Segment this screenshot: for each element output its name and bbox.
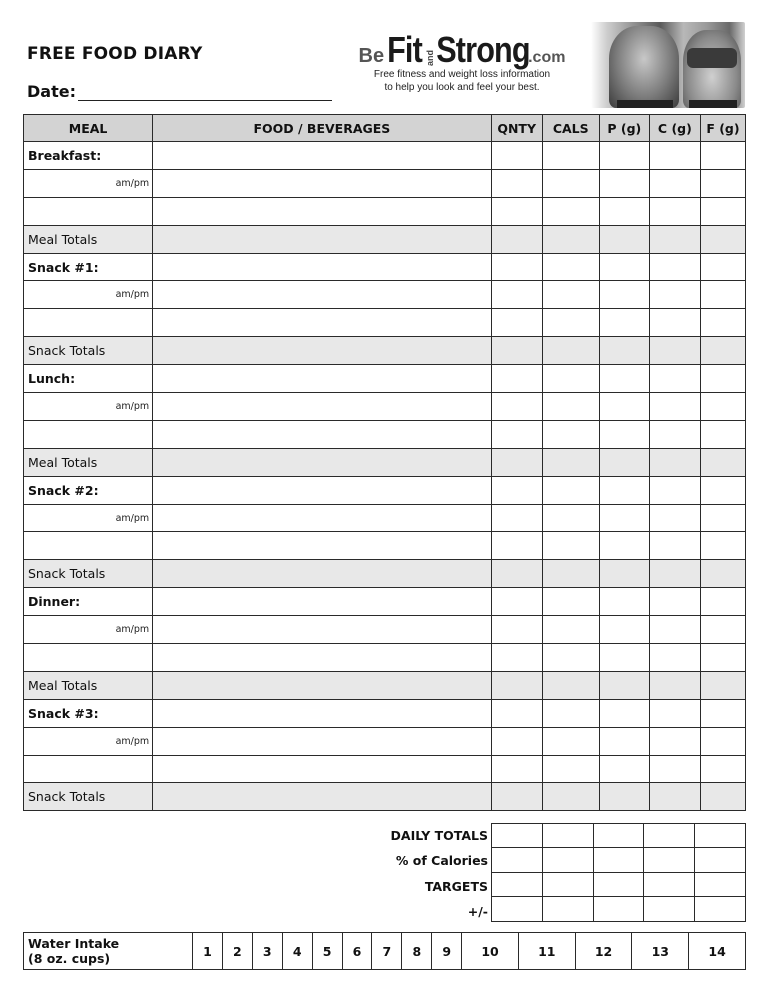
water-intake-table	[23, 932, 746, 970]
totals-protein-cell[interactable]	[599, 671, 649, 699]
entry-cals-cell[interactable]	[542, 616, 599, 644]
table-row	[24, 504, 746, 532]
date-row	[27, 82, 332, 101]
entry-cals-cell[interactable]	[542, 169, 599, 197]
water-cup-checkbox[interactable]: 12	[575, 933, 632, 970]
entry-cals-cell[interactable]	[542, 727, 599, 755]
entry-food-cell[interactable]	[153, 365, 491, 393]
entry-fat-cell[interactable]	[700, 699, 745, 727]
table-row	[24, 755, 746, 783]
totals-qnty-cell[interactable]	[491, 671, 542, 699]
col-header-cals: CALS	[542, 115, 599, 142]
summary-row	[492, 824, 746, 848]
totals-carbs-cell[interactable]	[649, 783, 700, 811]
totals-qnty-cell[interactable]	[491, 337, 542, 365]
entry-qnty-cell[interactable]	[491, 644, 542, 672]
meal-time-field[interactable]: am/pm	[24, 393, 153, 421]
water-cup-checkbox[interactable]: 1	[193, 933, 223, 970]
brand-tagline-1: Free fitness and weight loss information	[373, 69, 551, 80]
totals-food-cell[interactable]	[153, 337, 491, 365]
meal-blank-cell[interactable]	[24, 532, 153, 560]
water-cup-checkbox[interactable]: 7	[372, 933, 402, 970]
entry-qnty-cell[interactable]	[491, 197, 542, 225]
entry-carbs-cell[interactable]	[649, 755, 700, 783]
meal-name-label: Snack #3:	[24, 699, 153, 727]
summary-protein-cell[interactable]	[593, 848, 644, 872]
meal-blank-cell[interactable]	[24, 420, 153, 448]
entry-food-cell[interactable]	[153, 393, 491, 421]
totals-protein-cell[interactable]	[599, 560, 649, 588]
totals-cals-cell[interactable]	[542, 448, 599, 476]
totals-label: Meal Totals	[24, 448, 153, 476]
entry-food-cell[interactable]	[153, 644, 491, 672]
entry-food-cell[interactable]	[153, 253, 491, 281]
entry-carbs-cell[interactable]	[649, 699, 700, 727]
entry-food-cell[interactable]	[153, 476, 491, 504]
entry-fat-cell[interactable]	[700, 476, 745, 504]
entry-cals-cell[interactable]	[542, 365, 599, 393]
entry-food-cell[interactable]	[153, 142, 491, 170]
entry-cals-cell[interactable]	[542, 309, 599, 337]
water-cup-checkbox[interactable]: 13	[632, 933, 689, 970]
entry-fat-cell[interactable]	[700, 393, 745, 421]
table-row	[24, 727, 746, 755]
entry-carbs-cell[interactable]	[649, 142, 700, 170]
water-cup-checkbox[interactable]: 10	[462, 933, 519, 970]
entry-carbs-cell[interactable]	[649, 169, 700, 197]
plus-minus-label: +/-	[467, 903, 488, 919]
meal-time-field[interactable]: am/pm	[24, 281, 153, 309]
entry-food-cell[interactable]	[153, 755, 491, 783]
totals-label: Snack Totals	[24, 783, 153, 811]
table-row	[24, 281, 746, 309]
summary-row	[492, 872, 746, 896]
water-intake-row	[24, 933, 746, 970]
col-header-qnty: QNTY	[491, 115, 542, 142]
summary-cals-cell[interactable]	[542, 848, 593, 872]
entry-carbs-cell[interactable]	[649, 365, 700, 393]
brand-logo	[342, 29, 582, 70]
entry-protein-cell[interactable]	[599, 616, 649, 644]
entry-protein-cell[interactable]	[599, 309, 649, 337]
summary-protein-cell[interactable]	[593, 872, 644, 896]
water-intake-label	[24, 933, 193, 970]
entry-food-cell[interactable]	[153, 309, 491, 337]
totals-fat-cell[interactable]	[700, 783, 745, 811]
page-title: FREE FOOD DIARY	[27, 44, 203, 64]
entry-protein-cell[interactable]	[599, 142, 649, 170]
meal-time-field[interactable]: am/pm	[24, 616, 153, 644]
entry-carbs-cell[interactable]	[649, 393, 700, 421]
entry-cals-cell[interactable]	[542, 532, 599, 560]
totals-food-cell[interactable]	[153, 783, 491, 811]
brand-tagline-2: to help you look and feel your best.	[384, 82, 540, 93]
entry-food-cell[interactable]	[153, 699, 491, 727]
entry-carbs-cell[interactable]	[649, 616, 700, 644]
summary-carbs-cell[interactable]	[644, 848, 695, 872]
totals-food-cell[interactable]	[153, 448, 491, 476]
water-label-line1: Water Intake	[28, 936, 120, 951]
totals-carbs-cell[interactable]	[649, 337, 700, 365]
entry-carbs-cell[interactable]	[649, 644, 700, 672]
totals-protein-cell[interactable]	[599, 783, 649, 811]
water-cup-checkbox[interactable]: 9	[432, 933, 462, 970]
water-cup-checkbox[interactable]: 14	[689, 933, 746, 970]
entry-fat-cell[interactable]	[700, 309, 745, 337]
table-row	[24, 420, 746, 448]
entry-fat-cell[interactable]	[700, 420, 745, 448]
totals-row	[24, 560, 746, 588]
water-cup-checkbox[interactable]: 5	[312, 933, 342, 970]
entry-qnty-cell[interactable]	[491, 699, 542, 727]
totals-qnty-cell[interactable]	[491, 225, 542, 253]
entry-fat-cell[interactable]	[700, 588, 745, 616]
totals-label: Snack Totals	[24, 560, 153, 588]
meal-name-label: Snack #2:	[24, 476, 153, 504]
entry-qnty-cell[interactable]	[491, 253, 542, 281]
entry-protein-cell[interactable]	[599, 644, 649, 672]
totals-qnty-cell[interactable]	[491, 448, 542, 476]
entry-qnty-cell[interactable]	[491, 309, 542, 337]
logo-com: .com	[528, 49, 566, 66]
entry-carbs-cell[interactable]	[649, 309, 700, 337]
totals-fat-cell[interactable]	[700, 448, 745, 476]
food-log-table	[23, 114, 746, 811]
logo-and: and	[425, 49, 436, 66]
col-header-meal: MEAL	[24, 115, 153, 142]
entry-protein-cell[interactable]	[599, 365, 649, 393]
meal-blank-cell[interactable]	[24, 755, 153, 783]
water-cup-checkbox[interactable]: 4	[282, 933, 312, 970]
summary-cals-cell[interactable]	[542, 824, 593, 848]
entry-cals-cell[interactable]	[542, 142, 599, 170]
water-cup-checkbox[interactable]: 3	[252, 933, 282, 970]
entry-protein-cell[interactable]	[599, 755, 649, 783]
logo-fit: Fit	[387, 29, 423, 70]
entry-food-cell[interactable]	[153, 616, 491, 644]
entry-carbs-cell[interactable]	[649, 281, 700, 309]
col-header-carbs: C (g)	[649, 115, 700, 142]
entry-fat-cell[interactable]	[700, 644, 745, 672]
table-row	[24, 142, 746, 170]
totals-protein-cell[interactable]	[599, 337, 649, 365]
totals-protein-cell[interactable]	[599, 448, 649, 476]
summary-fat-cell[interactable]	[695, 872, 746, 896]
summary-row	[492, 897, 746, 921]
entry-cals-cell[interactable]	[542, 504, 599, 532]
entry-qnty-cell[interactable]	[491, 616, 542, 644]
summary-cals-cell[interactable]	[542, 897, 593, 921]
entry-carbs-cell[interactable]	[649, 420, 700, 448]
entry-cals-cell[interactable]	[542, 644, 599, 672]
water-cup-checkbox[interactable]: 6	[342, 933, 372, 970]
meal-name-label: Dinner:	[24, 588, 153, 616]
entry-fat-cell[interactable]	[700, 504, 745, 532]
entry-carbs-cell[interactable]	[649, 588, 700, 616]
entry-food-cell[interactable]	[153, 504, 491, 532]
entry-qnty-cell[interactable]	[491, 281, 542, 309]
entry-fat-cell[interactable]	[700, 727, 745, 755]
logo-strong: Strong	[436, 29, 530, 70]
entry-food-cell[interactable]	[153, 532, 491, 560]
entry-protein-cell[interactable]	[599, 699, 649, 727]
summary-qnty-cell[interactable]	[492, 872, 543, 896]
daily-summary-table	[491, 823, 746, 922]
totals-row	[24, 783, 746, 811]
table-row	[24, 588, 746, 616]
entry-qnty-cell[interactable]	[491, 588, 542, 616]
entry-qnty-cell[interactable]	[491, 476, 542, 504]
entry-qnty-cell[interactable]	[491, 142, 542, 170]
summary-fat-cell[interactable]	[695, 824, 746, 848]
summary-carbs-cell[interactable]	[644, 872, 695, 896]
totals-qnty-cell[interactable]	[491, 560, 542, 588]
col-header-food: FOOD / BEVERAGES	[153, 115, 491, 142]
entry-fat-cell[interactable]	[700, 281, 745, 309]
totals-fat-cell[interactable]	[700, 671, 745, 699]
totals-row	[24, 337, 746, 365]
entry-fat-cell[interactable]	[700, 197, 745, 225]
entry-fat-cell[interactable]	[700, 169, 745, 197]
summary-fat-cell[interactable]	[695, 848, 746, 872]
entry-qnty-cell[interactable]	[491, 504, 542, 532]
entry-fat-cell[interactable]	[700, 755, 745, 783]
totals-label: Meal Totals	[24, 671, 153, 699]
entry-carbs-cell[interactable]	[649, 197, 700, 225]
entry-protein-cell[interactable]	[599, 504, 649, 532]
entry-food-cell[interactable]	[153, 588, 491, 616]
summary-qnty-cell[interactable]	[492, 897, 543, 921]
date-label: Date:	[27, 82, 76, 101]
percent-calories-label: % of Calories	[395, 853, 488, 869]
table-row	[24, 476, 746, 504]
totals-label: Meal Totals	[24, 225, 153, 253]
logo-be: Be	[358, 45, 385, 67]
entry-food-cell[interactable]	[153, 197, 491, 225]
totals-cals-cell[interactable]	[542, 337, 599, 365]
entry-protein-cell[interactable]	[599, 281, 649, 309]
entry-protein-cell[interactable]	[599, 197, 649, 225]
entry-protein-cell[interactable]	[599, 727, 649, 755]
entry-qnty-cell[interactable]	[491, 532, 542, 560]
table-row	[24, 309, 746, 337]
entry-protein-cell[interactable]	[599, 420, 649, 448]
daily-totals-label: DAILY TOTALS	[390, 828, 488, 843]
entry-food-cell[interactable]	[153, 281, 491, 309]
totals-protein-cell[interactable]	[599, 225, 649, 253]
entry-food-cell[interactable]	[153, 727, 491, 755]
entry-cals-cell[interactable]	[542, 420, 599, 448]
entry-carbs-cell[interactable]	[649, 504, 700, 532]
entry-fat-cell[interactable]	[700, 532, 745, 560]
entry-fat-cell[interactable]	[700, 253, 745, 281]
totals-row	[24, 225, 746, 253]
summary-qnty-cell[interactable]	[492, 824, 543, 848]
entry-qnty-cell[interactable]	[491, 755, 542, 783]
targets-label: TARGETS	[424, 878, 488, 894]
entry-protein-cell[interactable]	[599, 169, 649, 197]
water-cup-checkbox[interactable]: 2	[222, 933, 252, 970]
daily-summary-labels	[300, 823, 488, 924]
table-row	[24, 365, 746, 393]
totals-carbs-cell[interactable]	[649, 225, 700, 253]
date-input[interactable]	[78, 84, 332, 101]
table-row	[24, 616, 746, 644]
summary-carbs-cell[interactable]	[644, 824, 695, 848]
table-row	[24, 197, 746, 225]
totals-fat-cell[interactable]	[700, 225, 745, 253]
totals-carbs-cell[interactable]	[649, 560, 700, 588]
summary-carbs-cell[interactable]	[644, 897, 695, 921]
meal-name-label: Breakfast:	[24, 142, 153, 170]
col-header-fat: F (g)	[700, 115, 745, 142]
summary-fat-cell[interactable]	[695, 897, 746, 921]
totals-row	[24, 671, 746, 699]
entry-cals-cell[interactable]	[542, 253, 599, 281]
entry-cals-cell[interactable]	[542, 476, 599, 504]
brand-logo-block	[342, 29, 582, 94]
meal-time-field[interactable]: am/pm	[24, 727, 153, 755]
entry-cals-cell[interactable]	[542, 755, 599, 783]
totals-cals-cell[interactable]	[542, 225, 599, 253]
summary-qnty-cell[interactable]	[492, 848, 543, 872]
totals-fat-cell[interactable]	[700, 560, 745, 588]
entry-qnty-cell[interactable]	[491, 420, 542, 448]
col-header-protein: P (g)	[599, 115, 649, 142]
entry-protein-cell[interactable]	[599, 253, 649, 281]
entry-cals-cell[interactable]	[542, 281, 599, 309]
entry-protein-cell[interactable]	[599, 532, 649, 560]
meal-name-label: Snack #1:	[24, 253, 153, 281]
summary-protein-cell[interactable]	[593, 824, 644, 848]
meal-time-field[interactable]: am/pm	[24, 504, 153, 532]
entry-qnty-cell[interactable]	[491, 727, 542, 755]
entry-qnty-cell[interactable]	[491, 169, 542, 197]
entry-cals-cell[interactable]	[542, 393, 599, 421]
entry-protein-cell[interactable]	[599, 476, 649, 504]
entry-food-cell[interactable]	[153, 420, 491, 448]
entry-protein-cell[interactable]	[599, 588, 649, 616]
table-row	[24, 169, 746, 197]
totals-cals-cell[interactable]	[542, 671, 599, 699]
summary-cals-cell[interactable]	[542, 872, 593, 896]
entry-food-cell[interactable]	[153, 169, 491, 197]
entry-carbs-cell[interactable]	[649, 727, 700, 755]
totals-cals-cell[interactable]	[542, 560, 599, 588]
entry-cals-cell[interactable]	[542, 699, 599, 727]
entry-qnty-cell[interactable]	[491, 365, 542, 393]
totals-food-cell[interactable]	[153, 225, 491, 253]
totals-row	[24, 448, 746, 476]
fitness-models-photo	[591, 22, 745, 108]
water-cup-checkbox[interactable]: 11	[518, 933, 575, 970]
summary-protein-cell[interactable]	[593, 897, 644, 921]
entry-cals-cell[interactable]	[542, 197, 599, 225]
table-header-row	[24, 115, 746, 142]
table-row	[24, 699, 746, 727]
water-label-line2: (8 oz. cups)	[28, 951, 111, 966]
totals-label: Snack Totals	[24, 337, 153, 365]
meal-blank-cell[interactable]	[24, 197, 153, 225]
meal-blank-cell[interactable]	[24, 644, 153, 672]
table-row	[24, 644, 746, 672]
totals-cals-cell[interactable]	[542, 783, 599, 811]
table-row	[24, 393, 746, 421]
entry-carbs-cell[interactable]	[649, 532, 700, 560]
entry-carbs-cell[interactable]	[649, 253, 700, 281]
entry-fat-cell[interactable]	[700, 616, 745, 644]
totals-carbs-cell[interactable]	[649, 671, 700, 699]
totals-food-cell[interactable]	[153, 560, 491, 588]
totals-food-cell[interactable]	[153, 671, 491, 699]
meal-blank-cell[interactable]	[24, 309, 153, 337]
totals-fat-cell[interactable]	[700, 337, 745, 365]
water-cup-checkbox[interactable]: 8	[402, 933, 432, 970]
meal-time-field[interactable]: am/pm	[24, 169, 153, 197]
meal-name-label: Lunch:	[24, 365, 153, 393]
table-row	[24, 532, 746, 560]
summary-row	[492, 848, 746, 872]
entry-fat-cell[interactable]	[700, 142, 745, 170]
totals-qnty-cell[interactable]	[491, 783, 542, 811]
entry-cals-cell[interactable]	[542, 588, 599, 616]
entry-qnty-cell[interactable]	[491, 393, 542, 421]
entry-protein-cell[interactable]	[599, 393, 649, 421]
table-row	[24, 253, 746, 281]
entry-carbs-cell[interactable]	[649, 476, 700, 504]
totals-carbs-cell[interactable]	[649, 448, 700, 476]
entry-fat-cell[interactable]	[700, 365, 745, 393]
